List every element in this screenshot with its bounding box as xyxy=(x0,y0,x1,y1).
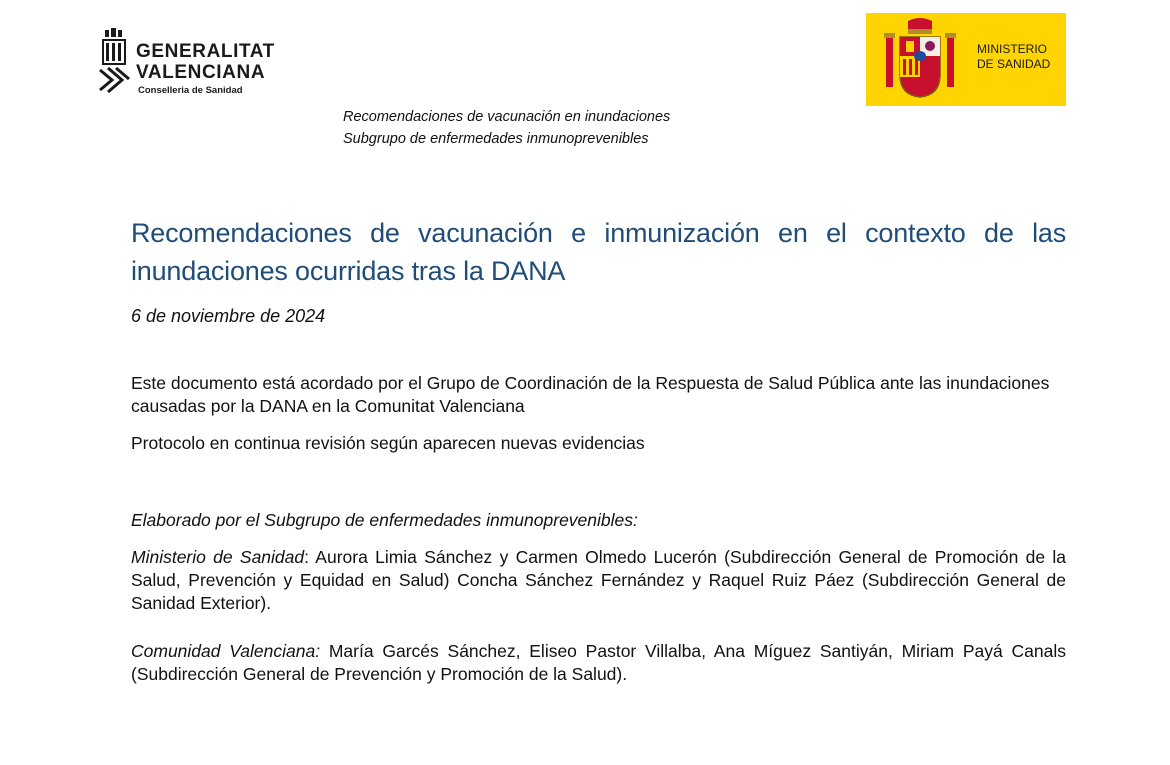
comunidad-authors-text: María Garcés Sánchez, Eliseo Pastor Villalba, Ana Míguez Santiyán, Miriam Payá Canals (Subdirección General de Prevención y Promoción de la Salud). xyxy=(131,641,1066,684)
gva-name-line2: VALENCIANA xyxy=(136,62,266,83)
spain-coat-of-arms-icon xyxy=(882,17,958,101)
comunidad-label: Comunidad Valenciana: xyxy=(131,641,321,661)
gva-conselleria: Conselleria de Sanidad xyxy=(138,85,243,96)
running-header-line2: Subgrupo de enfermedades inmunoprevenibles xyxy=(343,131,649,147)
ministerio-name-line1: MINISTERIO xyxy=(977,42,1048,56)
ministerio-authors-text: : Aurora Limia Sánchez y Carmen Olmedo Lucerón (Subdirección General de Promoción de la Salud, Prevención y Equidad en Salud) Concha Sánchez Fernández y Raquel Ruiz Páez (Subdirección General de Sanidad Exterior). xyxy=(131,547,1067,613)
ministerio-authors-paragraph xyxy=(131,546,1066,615)
document-title: Recomendaciones de vacunación e inmunización en el contexto de las inundaciones ocurridas tras la DANA xyxy=(131,218,1066,286)
protocol-paragraph: Protocolo en continua revisión según aparecen nuevas evidencias xyxy=(131,433,645,453)
gva-name-line1: GENERALITAT xyxy=(136,41,275,62)
agreement-paragraph: Este documento está acordado por el Grupo de Coordinación de la Respuesta de Salud Pública ante las inundaciones causadas por la DANA en la Comunitat Valenciana xyxy=(131,373,1050,416)
document-date: 6 de noviembre de 2024 xyxy=(131,306,326,326)
ministerio-name-line2: DE SANIDAD xyxy=(977,57,1051,71)
generalitat-emblem-icon xyxy=(98,28,130,94)
generalitat-valenciana-logo xyxy=(98,28,283,98)
ministerio-label: Ministerio de Sanidad xyxy=(131,547,305,567)
running-header-line1: Recomendaciones de vacunación en inundaciones xyxy=(343,109,671,125)
ministerio-sanidad-logo xyxy=(866,13,1066,106)
elaborated-by-paragraph: Elaborado por el Subgrupo de enfermedades inmunoprevenibles: xyxy=(131,510,638,530)
comunidad-authors-paragraph xyxy=(131,640,1066,686)
